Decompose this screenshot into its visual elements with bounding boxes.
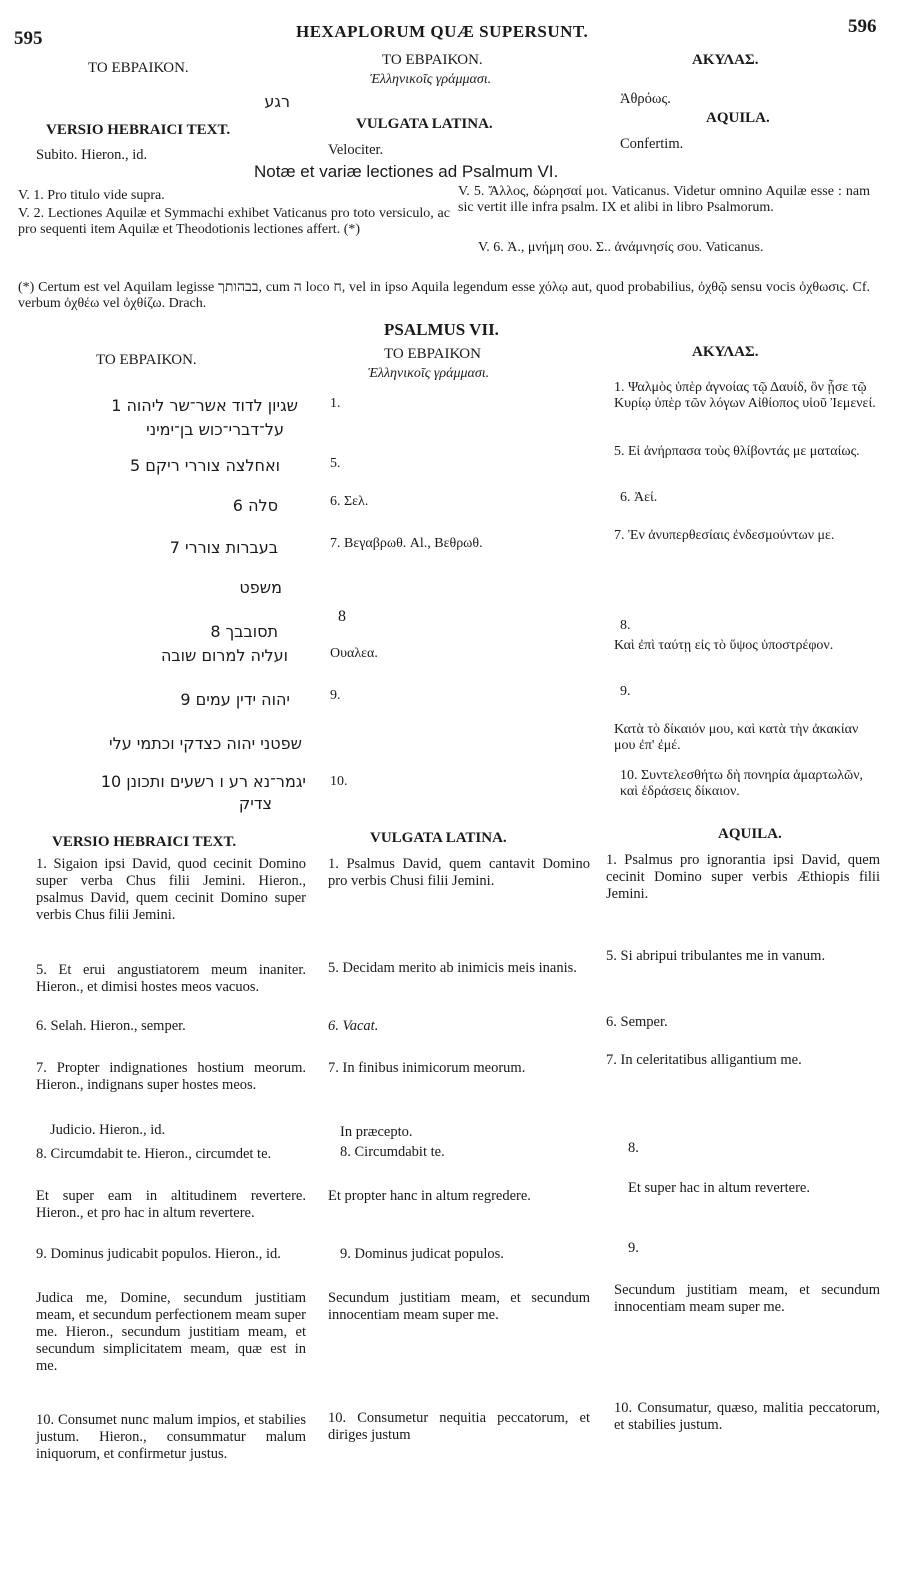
aquila-greek-line: 1. Ψαλμὸς ὑπὲρ ἀγνοίας τῷ Δαυίδ, ὃν ᾖσε τῷ Κυρίῳ ὑπὲρ τῶν λόγων Αἰθίοπος υἱοῦ Ἰεμενεί. xyxy=(614,380,876,411)
col2-subtitle: Ἑλληνικοῖς γράμμασι. xyxy=(370,72,492,87)
note-v6: V. 6. Ἀ., μνήμη σου. Σ.. ἀνάμνησίς σου. Vaticanus. xyxy=(478,240,764,255)
aquila-title: AQUILA. xyxy=(706,110,770,126)
latin-col2-text: 10. Consumetur nequitia peccatorum, et diriges justum xyxy=(328,1410,590,1443)
vulgata-title: VULGATA LATINA. xyxy=(356,116,493,132)
hebrew-line: 7 בעברות צוררי xyxy=(169,538,278,557)
latin-col2-text: 9. Dominus judicat populos. xyxy=(340,1246,504,1262)
hebrew-line: 8 תסובבך xyxy=(210,622,278,641)
aquila-greek-line: 7. Ἐν ἀνυπερθεσίαις ἐνδεσμούντων με. xyxy=(614,528,835,543)
psalm-title: PSALMUS VII. xyxy=(384,320,499,339)
latin-col2-text: 1. Psalmus David, quem cantavit Domino pro verbis Chusi filii Jemini. xyxy=(328,856,590,889)
latin-col3-text: Secundum justitiam meam, et secundum innocentiam meam super me. xyxy=(614,1282,880,1315)
latin-col3-text: 8. xyxy=(628,1140,639,1156)
latin-col1-text: 9. Dominus judicabit populos. Hieron., id. xyxy=(36,1246,281,1262)
aquila-greek: Ἀθρόως. xyxy=(620,91,671,107)
translit-line: 1. xyxy=(330,396,341,411)
latin-col3-text: 6. Semper. xyxy=(606,1014,668,1030)
latin-col1-title: VERSIO HEBRAICI TEXT. xyxy=(52,834,237,850)
latin-col3-text: 5. Si abripui tribulantes me in vanum. xyxy=(606,948,826,964)
page-number-right: 596 xyxy=(848,16,877,37)
latin-col3-title: AQUILA. xyxy=(718,826,782,842)
latin-col2-text: 5. Decidam merito ab inimicis meis inanis. xyxy=(328,960,577,976)
hebrew-word: רגע xyxy=(264,92,290,111)
note-v2: V. 2. Lectiones Aquilæ et Symmachi exhibet Vaticanus pro toto versiculo, ac pro sequenti item Aquilæ et Theodotionis lectiones affert. (*) xyxy=(18,206,450,237)
translit-line: Ουαλεα. xyxy=(330,646,378,661)
latin-col2-text: 8. Circumdabit te. xyxy=(340,1144,445,1160)
hebrew-line: על־דברי־כוש בן־ימיני xyxy=(146,420,284,439)
latin-col1-text: 8. Circumdabit te. Hieron., circumdet te. xyxy=(36,1146,272,1162)
running-title: HEXAPLORUM QUÆ SUPERSUNT. xyxy=(296,22,589,41)
psalm7-col2-title: ΤΟ ΕΒΡΑΙΚΟΝ xyxy=(384,346,481,362)
latin-col3-text: 9. xyxy=(628,1240,639,1256)
col3-title: ΑΚΥΛΑΣ. xyxy=(692,52,759,68)
hebrew-line: שפטני יהוה כצדקי וכתמי עלי xyxy=(109,734,302,753)
latin-col3-text: 10. Consumatur, quæso, malitia peccatorum, et stabilies justum. xyxy=(614,1400,880,1433)
version-hebraici-text: Subito. Hieron., id. xyxy=(36,147,148,163)
hebrew-line: ועליה למרום שובה xyxy=(160,646,288,665)
aquila-greek-line: 5. Εἰ ἀνήρπασα τοὺς θλίβοντάς με ματαίως. xyxy=(614,444,860,459)
col1-title: ΤΟ ΕΒΡΑΙΚΟΝ. xyxy=(88,60,189,76)
footnote: (*) Certum est vel Aquilam legisse בבהותך, cum ה loco ח, vel in ipso Aquila legendum esse χόλῳ aut, quod probabilius, ὀχθῷ sensu vocis ὀχθωσις. Cf. verbum ὀχθέω vel ὀχθίζω. Drach. xyxy=(18,280,870,311)
version-hebraici-title: VERSIO HEBRAICI TEXT. xyxy=(46,122,231,138)
latin-col2-text: 6. Vacat. xyxy=(328,1018,379,1034)
aquila-greek-line: 6. Ἀεί. xyxy=(620,490,658,505)
latin-col2-text: In præcepto. xyxy=(340,1124,413,1140)
aquila-greek-line: 9. xyxy=(620,684,631,699)
latin-col1-text: 5. Et erui angustiatorem meum inaniter. Hieron., et dimisi hostes meos vacuos. xyxy=(36,962,306,995)
latin-col1-text: Et super eam in altitudinem revertere. Hieron., et pro hac in altum revertere. xyxy=(36,1188,306,1221)
latin-col1-text: Judicio. Hieron., id. xyxy=(50,1122,166,1138)
aquila-greek-line: Κατὰ τὸ δίκαιόν μου, καὶ κατὰ τὴν ἀκακίαν μου ἐπ' ἐμέ. xyxy=(614,722,859,753)
aquila-greek-line: 10. Συντελεσθήτω δὴ πονηρία ἁμαρτωλῶν, καὶ ἑδράσεις δίκαιον. xyxy=(620,768,864,799)
hebrew-line: משפט xyxy=(239,578,282,597)
note-v1: V. 1. Pro titulo vide supra. xyxy=(18,188,165,203)
col2-title: ΤΟ ΕΒΡΑΙΚΟΝ. xyxy=(382,52,483,68)
latin-col2-text: 7. In finibus inimicorum meorum. xyxy=(328,1060,526,1076)
translit-line: 9. xyxy=(330,688,341,703)
vulgata-text: Velociter. xyxy=(328,142,384,158)
psalm7-col3-title: ΑΚΥΛΑΣ. xyxy=(692,344,759,360)
psalm7-col2-subtitle: Ἑλληνικοῖς γράμμασι. xyxy=(368,366,490,381)
aquila-greek-line: 8. xyxy=(620,618,631,633)
translit-line: 6. Σελ. xyxy=(330,494,369,509)
notes-title: Notæ et variæ lectiones ad Psalmum VI. xyxy=(254,162,559,181)
translit-line: 5. xyxy=(330,456,341,471)
psalm7-col1-title: ΤΟ ΕΒΡΑΙΚΟΝ. xyxy=(96,352,197,368)
hebrew-line: 1 שגיון לדוד אשר־שר ליהוה xyxy=(111,396,298,415)
translit-line: 8 xyxy=(338,608,346,625)
latin-col3-text: 1. Psalmus pro ignorantia ipsi David, quem cecinit Domino super verbis Æthiopis filii Jemini. xyxy=(606,852,880,902)
aquila-text: Confertim. xyxy=(620,136,684,152)
hebrew-line: צדיק xyxy=(238,794,272,813)
hebrew-line: 10 יגמר־נא רע ו רשעים ותכונן xyxy=(100,772,306,791)
page-number-left: 595 xyxy=(14,28,43,49)
latin-col1-text: 7. Propter indignationes hostium meorum. Hieron., indignans super hostes meos. xyxy=(36,1060,306,1093)
latin-col1-text: 10. Consumet nunc malum impios, et stabilies justum. Hieron., consummatur malum iniquorum, et confirmetur justus. xyxy=(36,1412,306,1462)
latin-col2-text: Secundum justitiam meam, et secundum innocentiam meam super me. xyxy=(328,1290,590,1323)
translit-line: 10. xyxy=(330,774,348,789)
latin-col1-text: Judica me, Domine, secundum justitiam meam, et secundum perfectionem meam super me. Hieron., secundum justitiam meam, et secundum simplicitatem meam, quæ est in me. xyxy=(36,1290,306,1374)
latin-col1-text: 1. Sigaion ipsi David, quod cecinit Domino super verba Chus filii Jemini. Hieron., psalmus David, quem cecinit Domino super verbis Chus filii Jemini. xyxy=(36,856,306,923)
note-v5: V. 5. Ἄλλος, δώρησαί μοι. Vaticanus. Videtur omnino Aquilæ esse : nam sic vertit ille infra psalm. IX et alibi in libro Psalmorum. xyxy=(458,184,870,215)
translit-line: 7. Βεγαβρωθ. Al., Βεθρωθ. xyxy=(330,536,483,551)
latin-col1-text: 6. Selah. Hieron., semper. xyxy=(36,1018,186,1034)
latin-col3-text: 7. In celeritatibus alligantium me. xyxy=(606,1052,802,1068)
latin-col3-text: Et super hac in altum revertere. xyxy=(628,1180,810,1196)
hebrew-line: 9 יהוה ידין עמים xyxy=(180,690,290,709)
latin-col2-text: Et propter hanc in altum regredere. xyxy=(328,1188,531,1204)
aquila-greek-line: Καὶ ἐπὶ ταύτῃ εἰς τὸ ὕψος ὑποστρέφον. xyxy=(614,638,834,653)
hebrew-line: 6 סלה xyxy=(232,496,278,515)
hebrew-line: 5 ואחלצה צוררי ריקם xyxy=(129,456,280,475)
latin-col2-title: VULGATA LATINA. xyxy=(370,830,507,846)
